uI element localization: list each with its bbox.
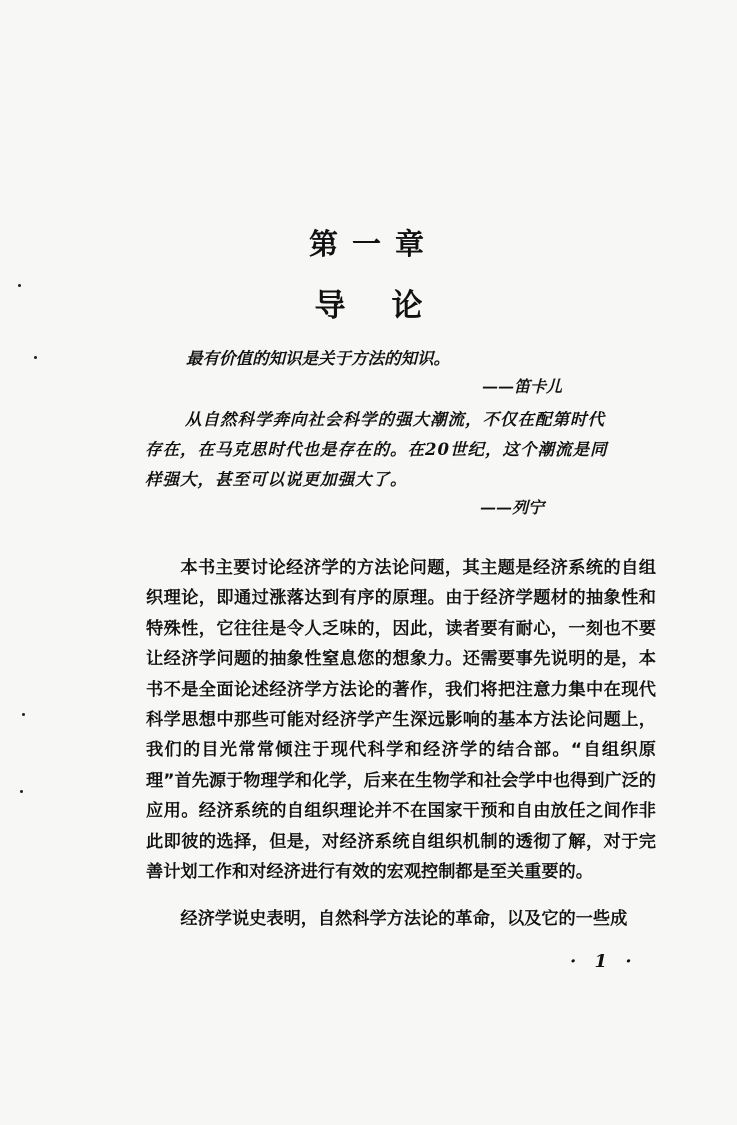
scan-speck xyxy=(22,713,25,716)
body-paragraph-2 xyxy=(146,904,656,934)
epigraph-attribution-1: ——笛卡儿 xyxy=(482,377,563,396)
epigraph-quote-2: 从自然科学奔向社会科学的强大潮流，不仅在配第时代存在，在马克思时代也是存在的。在20世纪，这个潮流是同样强大，甚至可以说更加强大了。 xyxy=(145,410,608,489)
chapter-title: 导论 xyxy=(314,288,469,324)
epigraph-attribution-2: ——列宁 xyxy=(480,498,545,517)
scan-speck xyxy=(18,284,21,287)
scan-speck xyxy=(34,356,37,359)
chapter-number: 第一章 xyxy=(308,227,438,261)
scan-speck xyxy=(20,790,23,793)
page-number: · 1 · xyxy=(570,951,638,972)
paragraph-text: 本书主要讨论经济学的方法论问题，其主题是经济系统的自组织理论，即通过涨落达到有序的原理。由于经济学题材的抽象性和特殊性，它往往是令人乏味的，因此，读者要有耐心，一刻也不要让经济学问题的抽象性窒息您的想象力。还需要事先说明的是，本书不是全面论述经济学方法论的著作，我们将把注意力集中在现代科学思想中那些可能对经济学产生深远影响的基本方法论问题上，我们的目光常常倾注于现代科学和经济学的结合部。“自组织原理”首先源于物理学和化学，后来在生物学和社会学中也得到广泛的应用。经济系统的自组织理论并不在国家干预和自由放任之间作非此即彼的选择，但是，对经济系统自组织机制的透彻了解，对于完善计划工作和对经济进行有效的宏观控制都是至关重要的。 xyxy=(146,558,656,883)
paragraph-text: 经济学说史表明，自然科学方法论的革命，以及它的一些成 xyxy=(180,909,628,929)
epigraph-quote-1: 最有价值的知识是关于方法的知识。 xyxy=(186,349,450,368)
body-paragraph-1 xyxy=(146,553,656,887)
